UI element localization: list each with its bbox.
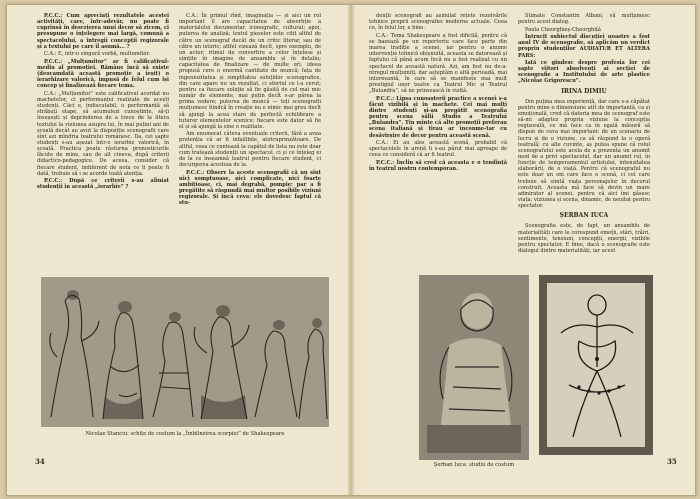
paragraph: Paula Cheorghieș-Cheorghiță (525, 26, 601, 33)
paragraph: Am enumerat câteva eventuale criterii, fără a avea pretenția că ar fi infailibile, atotcuprinzătoare. De altfel, ceea ce contează la capătul de lista nu este doar cum tratează studenții un spectacol, ci și ce înțeleg ei de la ce înseamnă teatrul pentru fiecare student, ci decurgerea acestuia de la. (179, 131, 321, 169)
paragraph: Scenografia este, de fapt, un ansamblu de materialități care le corespund emoții, stări, trăiri, sentimente, tensiuni, concepții, energii, vizibile pentru spectator. E bine, dacă o scenografie este dialogul dintre materialități, iar acest (518, 223, 650, 255)
interview-question: P.C.C.: Cum apreciați rezultatele acestei activități, care, într-adevăr, nu poate fi cuprinsă în descrierea unui decor să zicem, ci presupune o înțelegere mai largă, comună a spectacolului, a întregii concepții regizorale și a textului pe care îl asumă... ? (37, 13, 169, 50)
paragraph: C.A.: Tema Shakespeare a fost dificilă, pentru că se bazează pe un repertoriu care face parte din marea tradiție a scenei, iar pentru o anume intervenție tehnică obișnuită, aceasta se datorează și faptului că până acum încă nu a fost realizat cu un spectacol de această natură. Azi, am fost nu de-a-ntregul mulțumiți, dar așteptăm o altă perioadă, mai interesantă, în care să se manifeste mai mult prestigiul unor teatre ca Teatrul Mic și Teatrul „Bulandra”, să ne prinsească în vizită. (369, 32, 507, 95)
interview-question: P.C.C.: Observ la aceste scenografii că nu sînt nici somptuoase, nici complicate, nici foarte ambițioase, ci, mai degrabă, pompie: par a fi pregătite să răspundă mai multor posibile viziuni regizorale. Și încă ceva: ele dovedesc faptul că stu- (179, 169, 321, 207)
interview-question: P.C.C.: Lipsa cunoașterii practice a scenei s-a făcut vizibilă și în machete. Cei mai mulți dintre studenți și-au pregătit scenografia pentru scena sălii Studio a Teatrului „Bulandra”. Tîn minte că alte promoții preferau scena italiană și tirau ar inconme-tar cu desăvîrșire de decor pentru această scenă. (369, 95, 507, 139)
costume-study-drawing (419, 275, 529, 460)
paragraph: denții scenografi au asimilat rețete rezolvările tehnice proprii scenografiei moderne actuale. Ceea ce, în felul lor, e bine. (369, 13, 507, 32)
interview-question: P.C.C.: Înclin să cred că aceasta e o tendință în teatrul nostru contemporan. (369, 159, 507, 172)
paragraph: C.A.: „Mulțumitor” este calificativul acordat nu machetelor, ci performanței realizate de acești studenți. Căci e, indiscutabil, o performanță să străbați etape, să acumulezi cunoștințe, să-ți însușești și deprinderea de a trece de la litera textului la viziunea asupra lui, în mai puțini ani de școală decât au avut la dispoziție scenografii care sînt azi mîndria teatrului românesc. Da, cei șapte studenți s-au așezat într-o ierarhie valorică, în școală. Practica poate răsturna pronosticurile făcute de mine, sau de alt cineva, după criterii didactico-pedagogice. De aceea, consider că fiecare student, indiferent de nota ce li poate fi dată, trebuie să i se acorde toată atenția. (37, 90, 169, 177)
interview-question: P.C.C.: „Mulțumitor” ar fi calificativul-mediu al promoției. Rămâne încă să existe (deocamdată această promoție a ieșit) o ierarhizare valorică, impusă de felul cum își concep și finalizează fiecare tema. (37, 58, 169, 90)
paragraph: C.A.: În primul rînd, imaginația — și aici un rol important îl are capacitatea de absorbție a materialului documentar, iconografic, cultural; apoi, puterea de analiză; textul pieselor este citit altfel de către un scenograf decât de un critic literar, sau de către un istoric; altfel vizează decît, spre exemplu, de un actor; ritmul de convertire a celor înțelese și simțite în imagine de ansamblu și în detaliu; capacitatea de finalizare — de multe ori, ideea propusă cere o enormă cantitate de muncă; fața de ingeniozitatea și simplitatea soluțiilor scenografice, din care apare nu un rezultat, ci efortul ce l-a cerut; pentru ca fiecare soluție să fie găsită de cel mai mic număr de elemente, mai puțin decît s-ar părea la prima vedere; puterea de muncă — toți scenografii mulțumesc fiindcă în creație nu e nimic mai greu decît să ajungi la acea stare de perfectă echilibrare a tuturor elementelor scenice; fiecare este dator să fie el și să ajungă la sine o realitate. (179, 13, 321, 130)
interview-question: Întrucît subiectul discuției noastre a fost anul IV de scenografie, să aplicăm un verdict propriu studenților AUDIATUR ET ALTERA PARS: (518, 34, 650, 59)
costume-sketches-caption: Nicolae Stanciu: schițe de costum la „Îmblînzirea scorpiei” de Shakespeare (85, 431, 285, 437)
section-heading: ȘERBAN IUCA (559, 212, 609, 220)
interview-question: Iată ce gîndesc despre profesia lor cei șapte viitori absolvenți ai secției de scenografie a Institutului de arte plastice „Nicolae Grigorescu”. (518, 59, 650, 85)
costume-figure-illustration (539, 275, 653, 455)
left-page-number: 34 (35, 457, 45, 466)
book-spread (6, 4, 696, 496)
costume-sketches-drawing (41, 277, 329, 427)
costume-study-caption: Șerban Iuca: studiu de costum (433, 462, 515, 468)
paragraph: Stimate Constantin Albani, vă mulțumesc pentru acest dialog. (518, 13, 650, 26)
paragraph: Din puțina mea experiență, dar care s-a căpătat pentru mine o dimensiune atît de importantă, ca și emoțională, cred că datoria mea de scenograf este să-mi adaptez propria viziune la concepția regizorală, ce mă face ca în egală măsură să dispun de ceva mai important: de un scenariu de lucru și de o viziune, ca să răspund la o operă teatrală; cu alte cuvinte, aș putea spune că rolul scenografului este acela de a prezenta un anumit mod de a privi spectacolul, dar un anumit rol, în funcție de temperamentul artistului, intensitatea elaborării, de o viață. Pentru că scenograful nu este doar un om care face o scenă, ci cel care trebuie să simtă viața personajelor în decorul construit. Aceasta mă face să devin un mare admirator al scenei, pentru că aici îmi găsesc viața; viziunea și scena, dinamic, de neuitat pentru spectator. (518, 98, 650, 210)
costume-sketches-illustration (41, 277, 329, 427)
costume-study-illustration (419, 275, 529, 460)
costume-figure-drawing (539, 275, 653, 455)
interview-question: P.C.C.: După ce criterii s-au aliniat studenții în această „ierarhie” ? (37, 178, 169, 191)
section-heading: IRINA DIMIU (561, 87, 607, 95)
paragraph: C.A.: E, intr-o singură vorbă, multumitor. (44, 51, 150, 58)
right-page-number: 35 (667, 457, 677, 466)
left-page-column-1 (37, 13, 169, 192)
paragraph: C.A.: Ei au ales această scenă, probabil că spectacolele în arenă li s-au părut mai aproape de ceea ce consideră că ar fi teatrul. (369, 140, 507, 159)
right-page (353, 5, 695, 495)
left-page (7, 5, 349, 495)
right-page-column-1 (369, 13, 507, 173)
left-page-column-2 (179, 13, 321, 208)
right-page-column-2 (518, 13, 650, 256)
